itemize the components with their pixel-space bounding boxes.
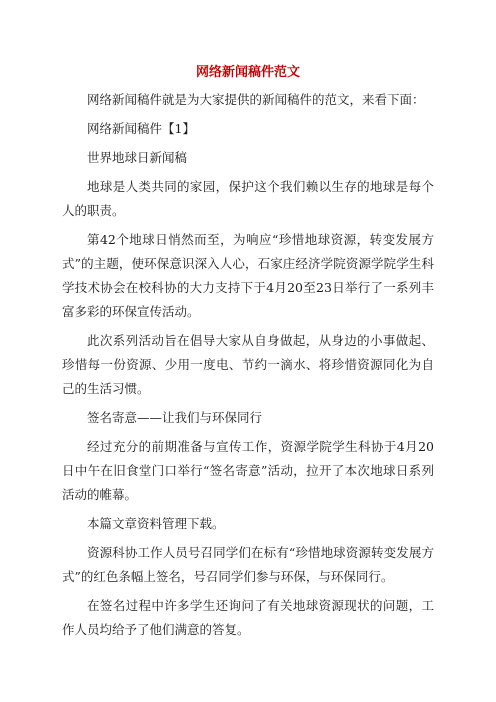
paragraph-questions: 在签名过程中许多学生还询问了有关地球资源现状的问题，工作人员均给予了他们满意的答复。 <box>62 598 434 637</box>
document-title: 网络新闻稿件范文 <box>195 65 300 80</box>
paragraph-subheading-signature: 签名寄意——让我们与环保同行 <box>87 410 263 425</box>
paragraph-intro: 网络新闻稿件就是为大家提供的新闻稿件的范文，来看下面： <box>87 92 425 107</box>
paragraph-download-note: 本篇文章资料管理下载。 <box>87 516 225 531</box>
paragraph-earth-day: 第42个地球日悄然而至，为响应“珍惜地球资源，转变发展方式”的主题，使环保意识深入人心，石家庄经济学院资源学院学生科学技术协会在校科协的大力支持下于4月20至23日举行了一系列丰富多彩的环保宣传活动。 <box>62 232 434 319</box>
paragraph-banner-signing: 资源科协工作人员号召同学们在标有“珍惜地球资源转变发展方式”的红色条幅上签名，号召同学们参与环保，与环保同行。 <box>62 545 434 584</box>
paragraph-section-heading: 网络新闻稿件【1】 <box>87 121 195 136</box>
paragraph-activity-aim: 此次系列活动旨在倡导大家从自身做起，从身边的小事做起、珍惜每一份资源、少用一度电、节约一滴水、将珍惜资源同化为自己的生活习惯。 <box>62 333 434 396</box>
document-body <box>62 62 434 647</box>
paragraph-article-title: 世界地球日新闻稿 <box>87 150 188 165</box>
paragraph-signature-event: 经过充分的前期准备与宣传工作，资源学院学生科协于4月20日中午在旧食堂门口举行“签名寄意”活动，拉开了本次地球日系列活动的帷幕。 <box>62 439 434 502</box>
paragraph-earth-home: 地球是人类共同的家园，保护这个我们赖以生存的地球是每个人的职责。 <box>62 179 434 218</box>
